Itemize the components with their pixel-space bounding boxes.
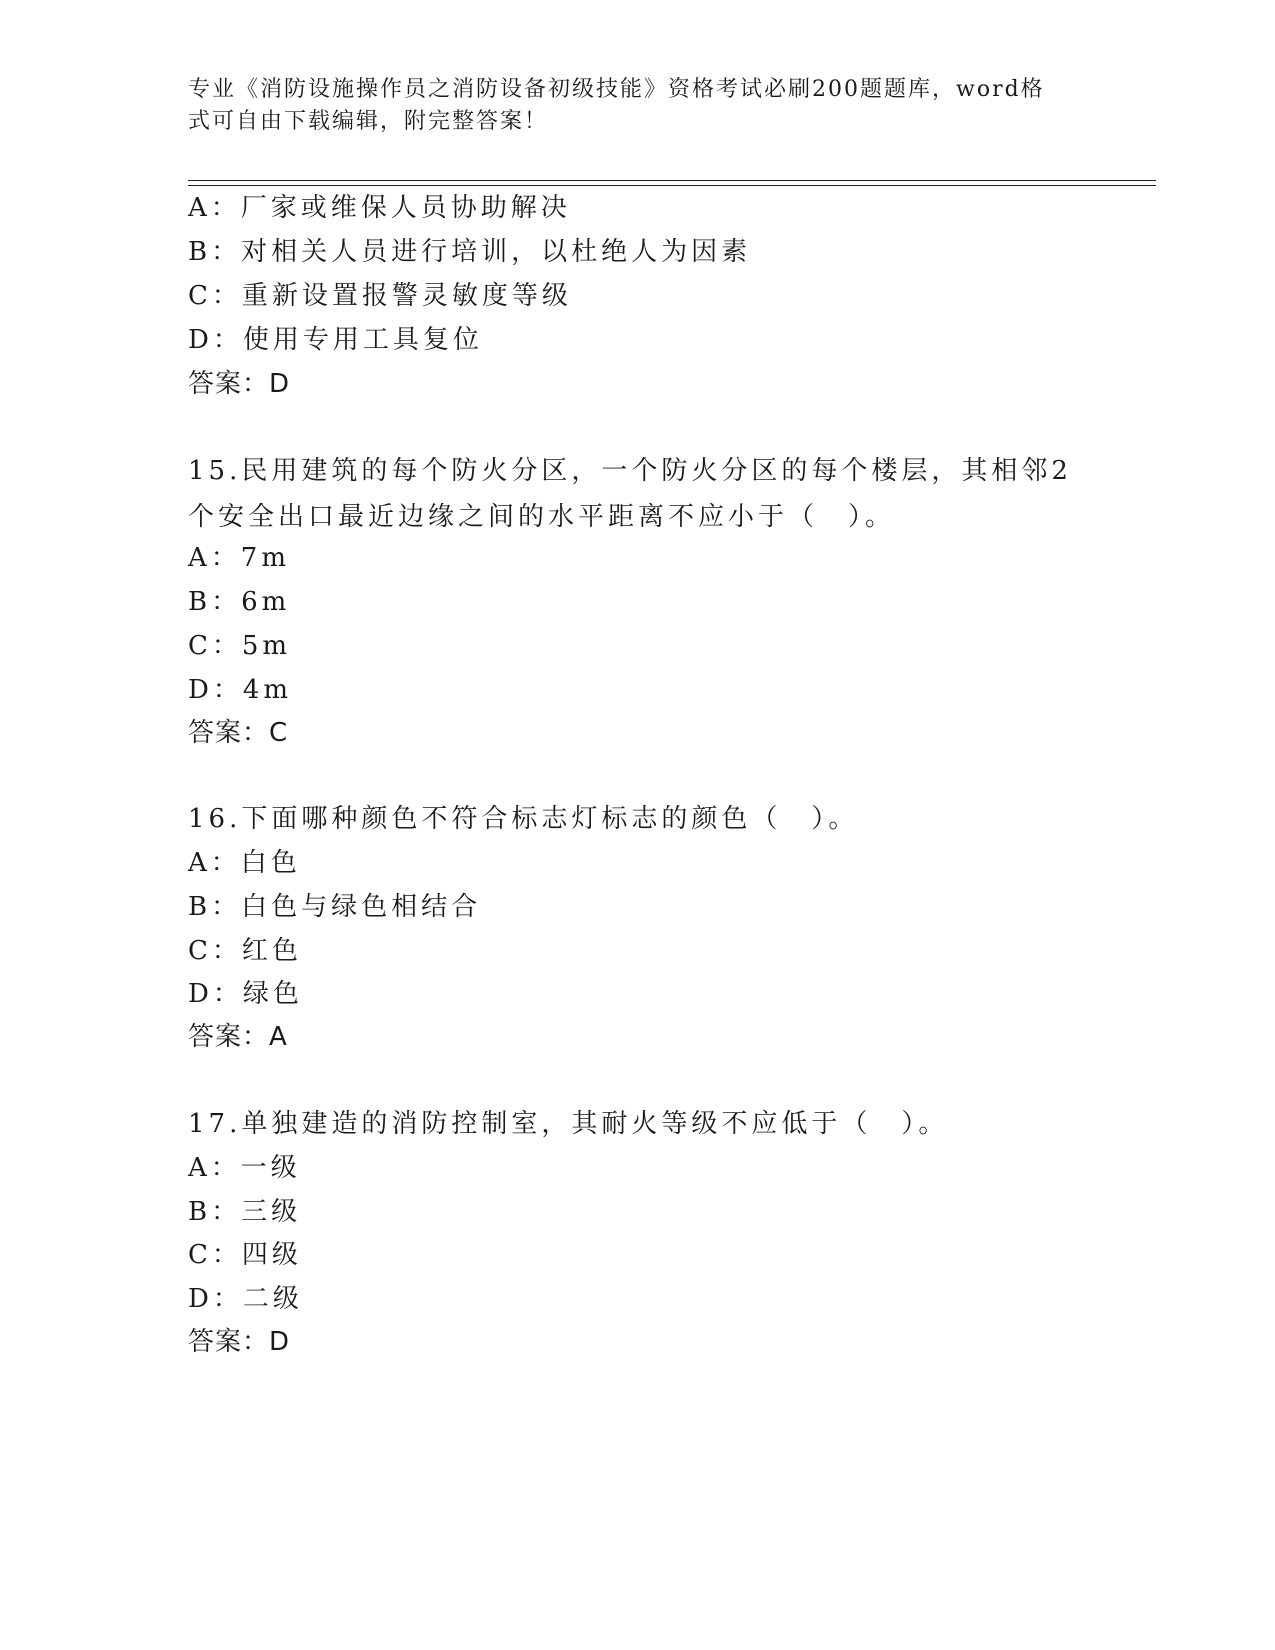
question-stem: 15.民用建筑的每个防火分区，一个防火分区的每个楼层，其相邻2个安全出口最近边缘之间的水平距离不应小于（ ）。 [188, 456, 1072, 532]
option-b: B：6m [188, 587, 291, 617]
option-c: C：四级 [188, 1240, 302, 1270]
answer: 答案：D [188, 1327, 291, 1357]
option-d: D：4m [188, 675, 293, 705]
document-header [188, 74, 1068, 138]
option-a: A：白色 [188, 848, 301, 878]
option-a: A：一级 [188, 1153, 301, 1183]
answer: 答案：D [188, 369, 291, 399]
header-divider-top [188, 180, 1156, 181]
option-d: D：绿色 [188, 979, 303, 1009]
option-d: D：二级 [188, 1284, 303, 1314]
answer: 答案：A [188, 1022, 288, 1052]
option-c: C：红色 [188, 936, 302, 966]
question-stem: 16.下面哪种颜色不符合标志灯标志的颜色（ ）。 [188, 804, 859, 834]
option-b: B：白色与绿色相结合 [188, 892, 482, 922]
question-stem: 17.单独建造的消防控制室，其耐火等级不应低于（ ）。 [188, 1109, 949, 1139]
option-c: C：重新设置报警灵敏度等级 [188, 281, 572, 311]
header-line-2: 式可自由下载编辑，附完整答案！ [188, 109, 549, 134]
option-a: A：7m [188, 543, 290, 573]
option-c: C：5m [188, 631, 292, 661]
option-d: D：使用专用工具复位 [188, 325, 483, 355]
option-b: B：三级 [188, 1197, 302, 1227]
option-b: B：对相关人员进行培训，以杜绝人为因素 [188, 237, 752, 267]
option-a: A：厂家或维保人员协助解决 [188, 193, 571, 223]
answer: 答案：C [188, 718, 289, 748]
header-line-1: 专业《消防设施操作员之消防设备初级技能》资格考试必刷200题题库，word格 [188, 77, 1045, 102]
header-divider-bottom [188, 185, 1156, 186]
